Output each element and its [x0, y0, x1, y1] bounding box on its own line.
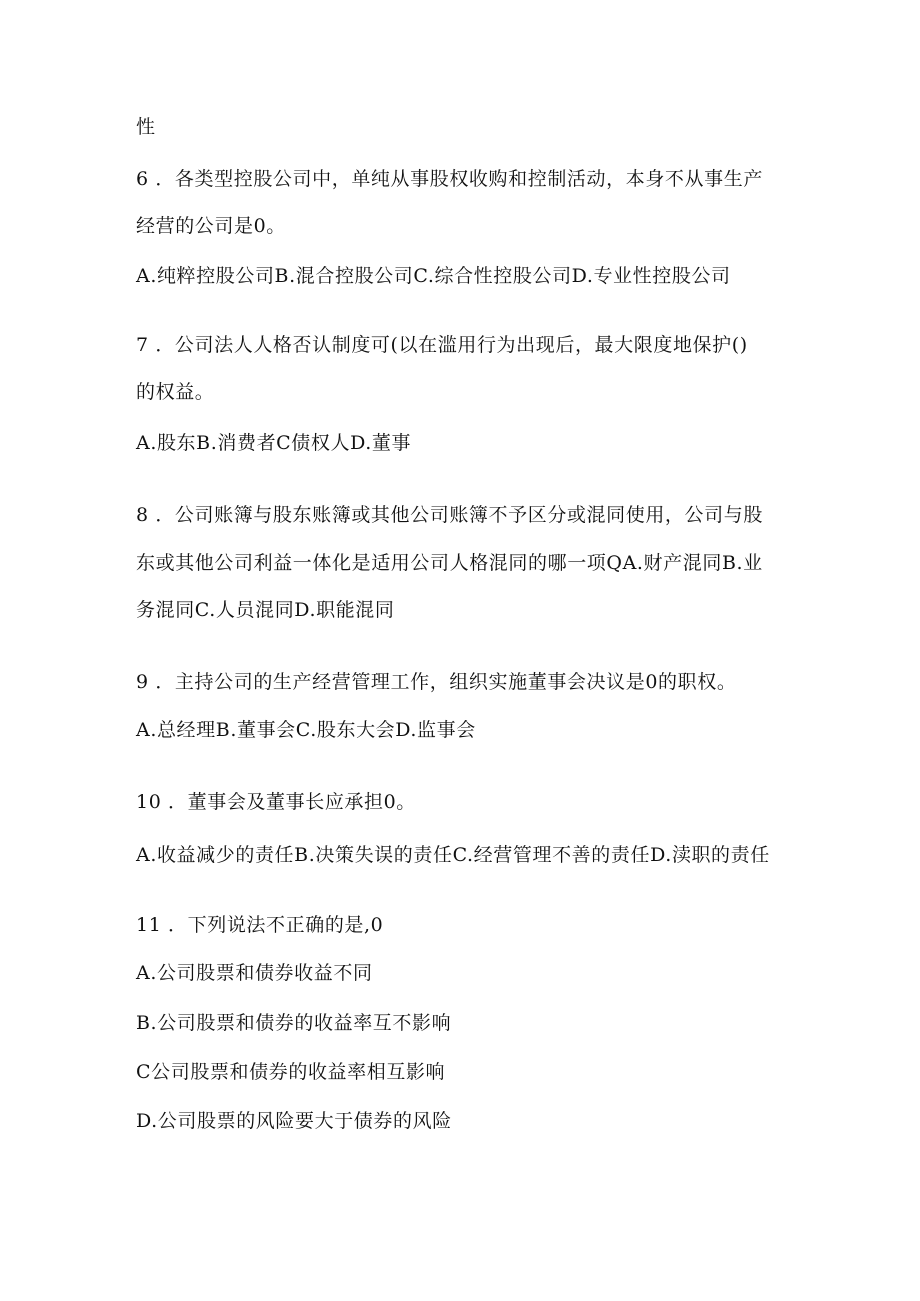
question-7-options: A.股东B.消费者C债权人D.董事 [136, 432, 412, 454]
question-7-stem-cont: 的权益。 [136, 381, 215, 403]
question-11-option-a: A.公司股票和债券收益不同 [136, 962, 373, 984]
question-10-stem: 10 ．董事会及董事长应承担0。 [136, 791, 416, 813]
question-9-options: A.总经理B.董事会C.股东大会D.监事会 [136, 719, 476, 741]
question-8-stem-cont-2: 务混同C.人员混同D.职能混同 [136, 599, 395, 621]
question-6-stem: 6 ．各类型控股公司中，单纯从事股权收购和控制活动，本身不从事生产 [136, 168, 763, 190]
question-11-stem: 11 ．下列说法不正确的是,0 [136, 914, 384, 936]
question-6-stem-cont: 经营的公司是0。 [136, 215, 286, 237]
question-7-stem: 7 ．公司法人人格否认制度可(以在滥用行为出现后，最大限度地保护() [136, 334, 748, 356]
question-8-stem: 8 ．公司账簿与股东账簿或其他公司账簿不予区分或混同使用，公司与股 [136, 504, 763, 526]
question-8-stem-cont: 东或其他公司利益一体化是适用公司人格混同的哪一项QA.财产混同B.业 [136, 552, 763, 574]
question-6-options: A.纯粹控股公司B.混合控股公司C.综合性控股公司D.专业性控股公司 [136, 265, 731, 287]
question-9-stem: 9 ．主持公司的生产经营管理工作，组织实施董事会决议是0的职权。 [136, 671, 737, 693]
question-11-option-d: D.公司股票的风险要大于债券的风险 [136, 1110, 452, 1132]
question-10-options: A.收益减少的责任B.决策失误的责任C.经营管理不善的责任D.渎职的责任 [136, 844, 770, 866]
question-11-option-c: C公司股票和债券的收益率相互影响 [136, 1061, 446, 1083]
question-11-option-b: B.公司股票和债券的收益率互不影响 [136, 1012, 452, 1034]
text-line: 性 [136, 116, 156, 138]
